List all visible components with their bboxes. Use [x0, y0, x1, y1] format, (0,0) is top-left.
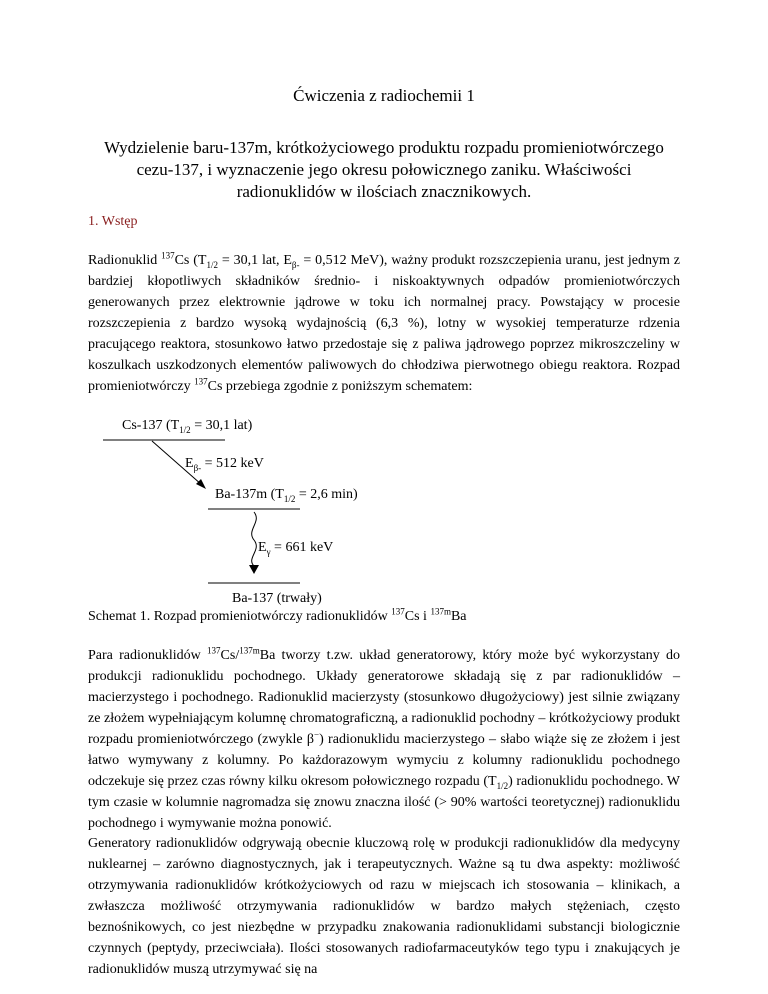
scheme-caption: Schemat 1. Rozpad promieniotwórczy radionuklidów $^{137}$Cs i $^{137m}$Ba: [88, 606, 467, 624]
gamma-energy-label: $E_\gamma = 661$ keV: [258, 540, 334, 557]
cs137-label: Cs-137 ($T_{1/2} = 30,1$ lat): [122, 418, 253, 435]
section-heading: 1. Wstęp: [88, 214, 138, 229]
ba137m-label: Ba-137m ($T_{1/2} = 2,6$ min): [215, 487, 358, 504]
page-title: Ćwiczenia z radiochemii 1: [293, 86, 475, 105]
paragraph-nuclear-medicine: Generatory radionuklidów odgrywają obecnie kluczową rolę w produkcji radionuklidów dla medycyny nuklearnej – zarówno diagnostycznych, jak i terapeutycznych. Ważne są tu dwa aspekty: możliwość otrzymywania radionuklidów krótkożyciowych od razu w miejscach ich stosowania – klinikach, a zwłaszcza możliwość otrzymywania radionuklidów w bardzo małych stężeniach, często beznośnikowych, co jest niezbędne w przypadku znakowania radionuklidami substancji biologicznie czynnych (peptydy, przeciwciała). Ilości stosowanych radiofarmaceutyków tego typu i znakujących je radionuklidów muszą utrzymywać się na: [88, 836, 680, 977]
paragraph-generator-systems: Para radionuklidów $^{137}$Cs/$^{137m}$Ba tworzy t.zw. układ generatorowy, który może być wykorzystany do produkcji radionuklidu pochodnego. Układy generatorowe składają się z par radionuklidów – macierzystego i pochodnego. Radionuklid macierzysty (stosunkowo długożyciowy) jest silnie związany ze złożem wypełniającym kolumnę chromatograficzną, a radionuklid pochodny – krótkożyciowy produkt rozpadu promieniotwórczego (zwykle β−) radionuklidu macierzystego – słabo wiąże się ze złożem i jest łatwo wymywany z kolumny. Po każdorazowym wymyciu z kolumny radionuklidu pochodnego odczekuje się przez czas równy kilku okresom połowicznego rozpadu $(T_{1/2})$ radionuklidu pochodnego. W tym czasie w kolumnie nagromadza się znowu znaczna ilość (> 90% wartości teoretycznej) radionuklidu pochodnego i wymywanie można ponowić.: [88, 645, 680, 831]
beta-energy-label: $E_{\beta-} = 512$ keV: [185, 456, 264, 473]
paragraph-intro: Radionuklid $^{137}$Cs ($T_{1/2} = 30,1$ lat, $E_{\beta-} = 0,512$ MeV), ważny produkt rozszczepienia uranu, jest jednym z bardziej kłopotliwych składników średnio- i niskoaktywnych odpadów promieniotwórczych generowanych przez elektrownie jądrowe w toku ich normalnej pracy. Powstający w procesie rozszczepienia z bardzo wysoką wydajnością (6,3 %), lotny w wysokiej temperaturze rdzenia pracującego reaktora, stosunkowo łatwo przedostaje się z paliwa jądrowego poprzez mikroszczeliny w koszulkach uszkodzonych elementów paliwowych do chłodziwa pierwotnego obiegu reaktora. Rozpad promieniotwórczy $^{137}$Cs przebiega zgodnie z poniższym schematem:: [88, 250, 680, 394]
gamma-arrowhead: [249, 565, 259, 574]
ba137-label: Ba-137 (trwały): [232, 591, 322, 606]
document-subtitle: Wydzielenie baru-137m, krótkożyciowego produktu rozpadu promieniotwórczego cezu-137, i wyznaczenie jego okresu połowicznego zaniku. Właściwości radionuklidów w ilościach znacznikowych.: [104, 138, 664, 201]
gamma-wavy-arrow: [252, 512, 257, 566]
